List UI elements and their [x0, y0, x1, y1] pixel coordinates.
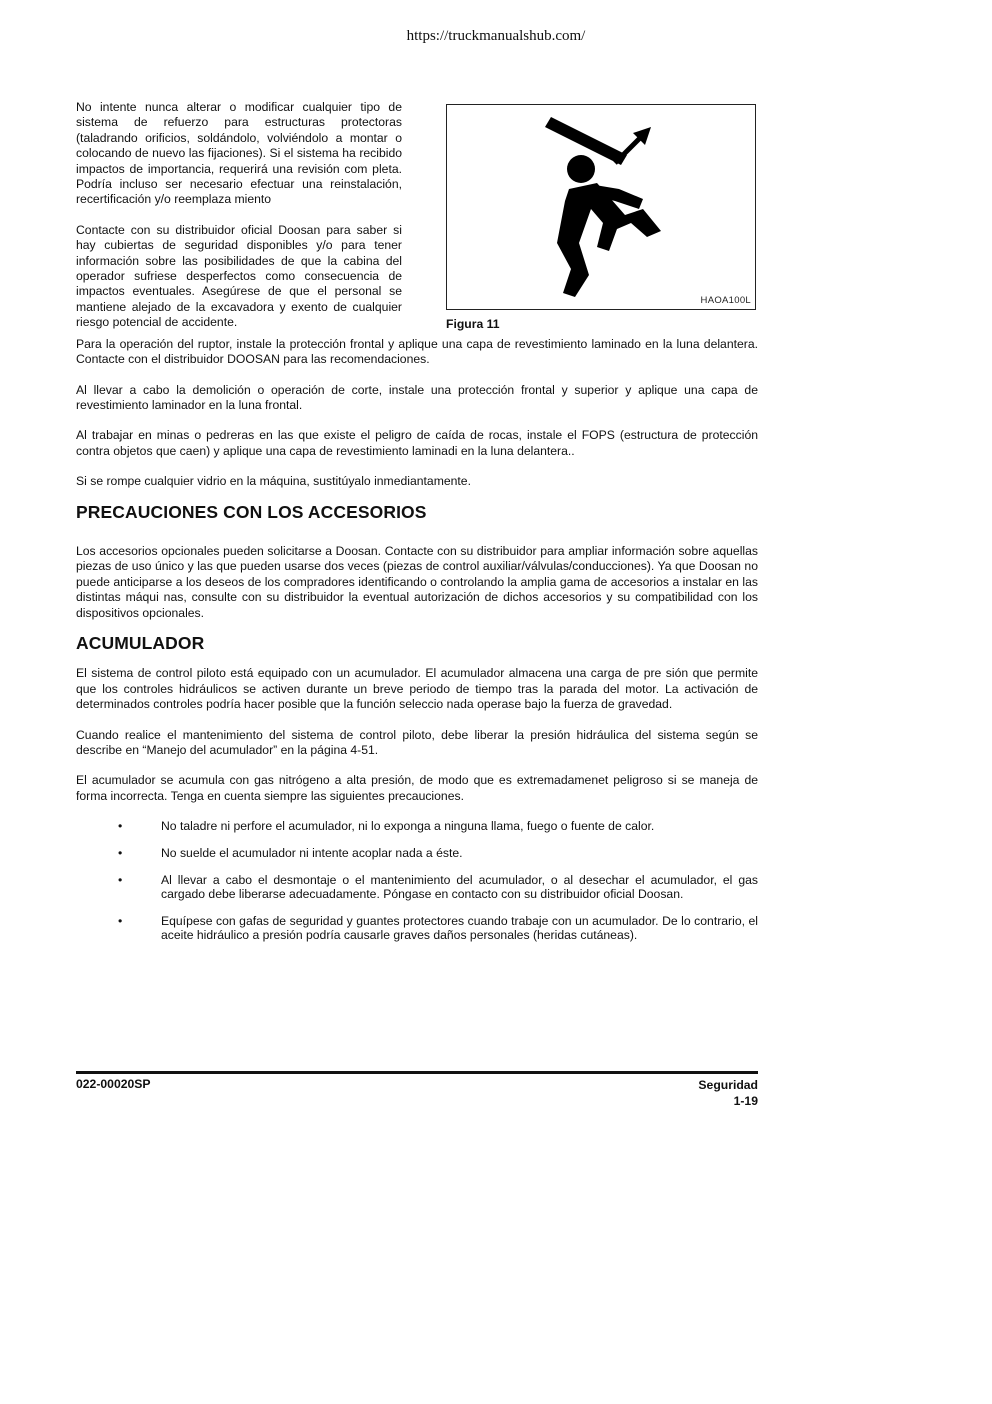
- accumulator-paragraph-3: El acumulador se acumula con gas nitrógeno a alta presión, de modo que es extremadamenet peligroso si se maneja de forma incorrecta. Tenga en cuenta siempre las siguientes precauciones.: [76, 773, 758, 803]
- bullet-icon: •: [118, 914, 123, 929]
- bullet-icon: •: [118, 873, 123, 888]
- list-item: [76, 914, 758, 942]
- figure-code-label: HAOA100L: [700, 294, 751, 306]
- section-heading-accessories: PRECAUCIONES CON LOS ACCESORIOS: [76, 501, 427, 522]
- figure-column: [446, 100, 758, 337]
- intro-paragraph-1: No intente nunca alterar o modificar cualquier tipo de sistema de refuerzo para estructuras protectoras (taladrando orificios, soldándolo, volviéndolo a montar o colocando de nuevo las fijaciones). Si el sistema ha recibido impactos de importancia, requerirá una revisión com pleta. Podría incluso ser necesario efectuar una reinstalación, recertificación y/o reemplaza miento: [76, 100, 402, 207]
- body-paragraph-glass: Si se rompe cualquier vidrio en la máquina, sustitúyalo inmediantamente.: [76, 474, 471, 489]
- list-item: [76, 846, 758, 860]
- intro-row: [76, 100, 758, 337]
- footer-page-number: 1-19: [733, 1094, 758, 1108]
- footer-divider: [76, 1071, 758, 1074]
- accessories-paragraph: Los accesorios opcionales pueden solicitarse a Doosan. Contacte con su distribuidor para ampliar información sobre aquellas piezas de uso único y las que pueden usarse dos veces (piezas de control auxiliar/válvulas/conducciones). Ya que Doosan no puede anticiparse a los deseos de los compradores identificando o controlando la amplia gama de accesorios a instalar en las distintas máqui nas, consulte con su distribuidor la eventual autorización de dichos accesorios y su compatibilidad con los dispositivos opcionales.: [76, 543, 758, 620]
- section-heading-accumulator: ACUMULADOR: [76, 632, 205, 653]
- figure-caption: Figura 11: [446, 317, 500, 331]
- body-paragraph-mines: Al trabajar en minas o pedreras en las que existe el peligro de caída de rocas, instale el FOPS (estructura de protección contra objetos que caen) y aplique una capa de revestimiento laminadi en la luna delantera..: [76, 428, 758, 458]
- footer-doc-code: 022-00020SP: [76, 1077, 151, 1091]
- figure-11: [446, 104, 756, 310]
- accumulator-paragraph-1: El sistema de control piloto está equipado con un acumulador. El acumulador almacena una carga de pre sión que permite que los controles hidráulicos se activen durante un breve periodo de tiempo tras la parada del motor. La activación de determinados controles podría hacer posible que la función seleccio nada operase bajo la fuerza de gravedad.: [76, 666, 758, 712]
- bullet-icon: •: [118, 846, 123, 861]
- page-content: [76, 100, 758, 955]
- body-paragraph-ruptor: Para la operación del ruptor, instale la protección frontal y aplique una capa de revestimiento laminado en la luna delantera. Contacte con el distribuidor DOOSAN para las recomendaciones.: [76, 336, 758, 367]
- header-url[interactable]: https://truckmanualshub.com/: [406, 28, 586, 44]
- bullet-icon: •: [118, 819, 123, 834]
- list-item: [76, 873, 758, 901]
- list-item-text: Equípese con gafas de seguridad y guantes protectores cuando trabaje con un acumulador. De lo contrario, el aceite hidráulico a presión podría causarle graves daños personales (heridas cutáneas).: [161, 914, 758, 943]
- list-item: [76, 819, 758, 833]
- list-item-text: No suelde el acumulador ni intente acoplar nada a éste.: [161, 846, 463, 861]
- falling-person-hazard-icon: [447, 105, 757, 311]
- accumulator-precautions-list: [76, 819, 758, 942]
- body-paragraph-demolition: Al llevar a cabo la demolición o operación de corte, instale una protección frontal y superior y aplique una capa de revestimiento laminador en la luna frontal.: [76, 382, 758, 412]
- list-item-text: Al llevar a cabo el desmontaje o el mantenimiento del acumulador, o al desechar el acumulador, el gas cargado debe liberarse adecuadamente. Póngase en contacto con su distribuidor oficial Doosan.: [161, 873, 758, 902]
- list-item-text: No taladre ni perfore el acumulador, ni lo exponga a ninguna llama, fuego o fuente de calor.: [161, 819, 655, 834]
- footer-section-name: Seguridad: [698, 1078, 758, 1092]
- intro-text-column: [76, 100, 402, 337]
- footer-page-info: [558, 1077, 758, 1109]
- accumulator-paragraph-2: Cuando realice el mantenimiento del sistema de control piloto, debe liberar la presión hidráulica del sistema según se describe en “Manejo del acumulador” en la página 4-51.: [76, 727, 758, 757]
- intro-paragraph-2: Contacte con su distribuidor oficial Doosan para saber si hay cubiertas de seguridad disponibles y/o para tener información sobre las posibilidades de que la cabina del operador sufriese desperfectos como consecuencia de impactos eventuales. Asegúrese de que el personal se mantiene alejado de la excavadora y exento de cualquier riesgo potencial de accidente.: [76, 222, 402, 330]
